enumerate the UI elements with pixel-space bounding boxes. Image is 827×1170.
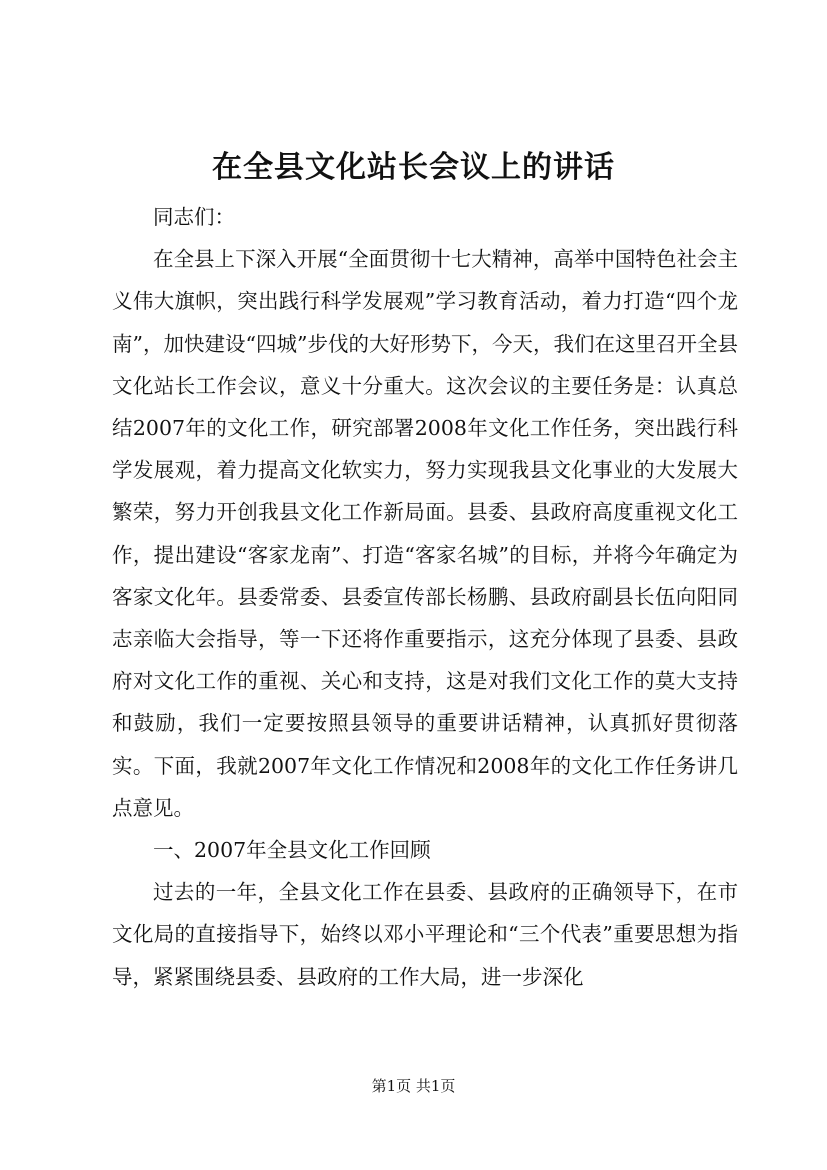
document-title: 在全县文化站长会议上的讲话 [212,150,615,185]
section-heading: 一、2007年全县文化工作回顾 [153,838,431,863]
document-body [112,196,738,998]
page-footer: 第1页 共1页 [371,1077,456,1095]
paragraph-review: 过去的一年，全县文化工作在县委、县政府的正确领导下，在市文化局的直接指导下，始终以邓小平理论和“三个代表”重要思想为指导，紧紧围绕县委、县政府的工作大局，进一步深化 [112,880,738,989]
paragraph-intro: 在全县上下深入开展“全面贯彻十七大精神，高举中国特色社会主义伟大旗帜，突出践行科学发展观”学习教育活动，着力打造“四个龙南”，加快建设“四城”步伐的大好形势下，今天，我们在这里召开全县文化站长工作会议，意义十分重大。这次会议的主要任务是：认真总结2007年的文化工作，研究部署2008年文化工作任务，突出践行科学发展观，着力提高文化软实力，努力实现我县文化事业的大发展大繁荣，努力开创我县文化工作新局面。县委、县政府高度重视文化工作，提出建设“客家龙南”、打造“客家名城”的目标，并将今年确定为客家文化年。县委常委、县委宣传部长杨鹏、县政府副县长伍向阳同志亲临大会指导，等一下还将作重要指示，这充分体现了县委、县政府对文化工作的重视、关心和支持，这是对我们文化工作的莫大支持和鼓励，我们一定要按照县领导的重要讲话精神，认真抓好贯彻落实。下面，我就2007年文化工作情况和2008年的文化工作任务讲几点意见。 [112,247,738,820]
salutation: 同志们： [153,205,235,229]
